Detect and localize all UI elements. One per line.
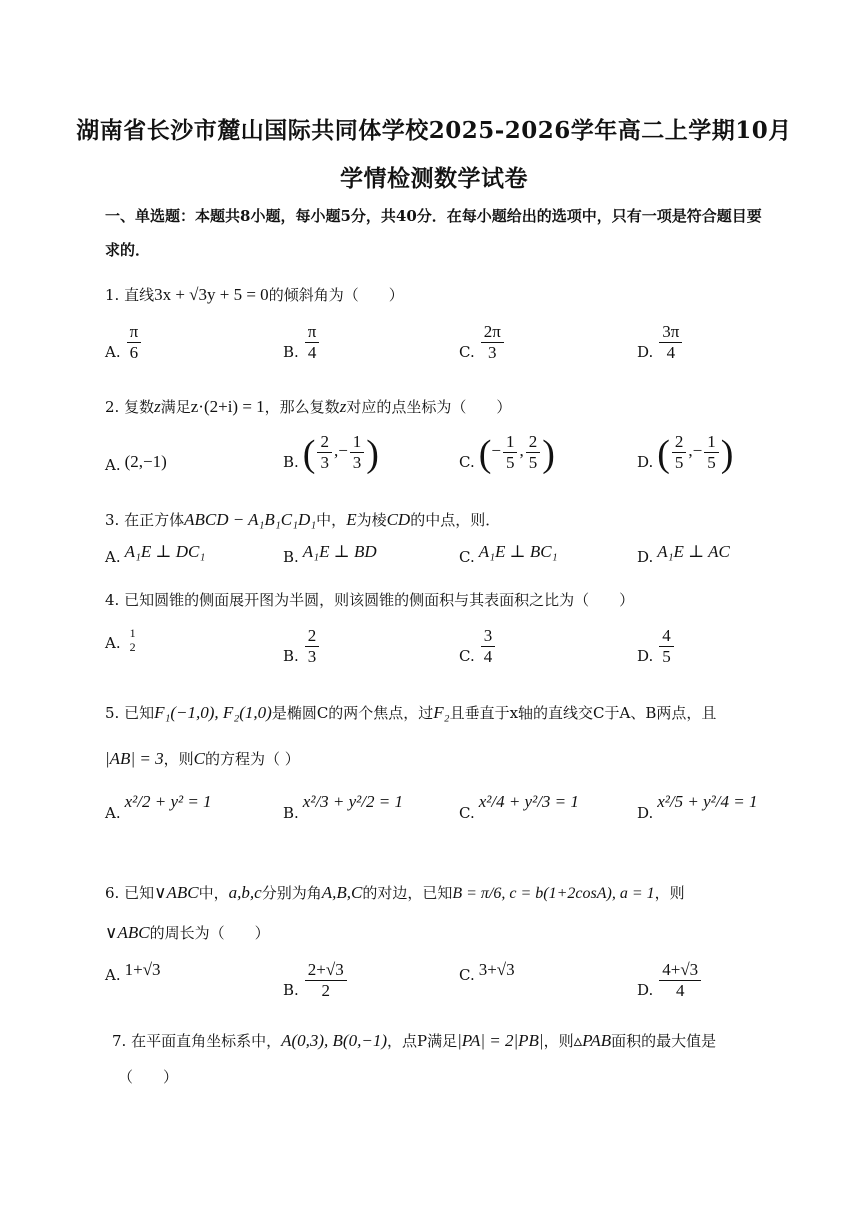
q4-d-den: 5 xyxy=(662,647,671,666)
q5-mid: 是椭圆C的两个焦点，过 xyxy=(271,704,434,722)
q6-option-b[interactable] xyxy=(283,960,349,1001)
question-6-line-1 xyxy=(105,882,770,903)
q1-option-a[interactable] xyxy=(105,322,143,363)
q4-option-a-label: A. xyxy=(105,634,121,652)
q4-option-c[interactable] xyxy=(459,626,497,667)
q2-c-pre: − xyxy=(491,441,501,460)
q6-post2: 的周长为（ ） xyxy=(149,924,270,942)
q7-math2: |PA| = 2|PB| xyxy=(457,1031,544,1050)
q2-d-n2: 1 xyxy=(704,432,719,453)
q1-b-den: 4 xyxy=(307,343,317,362)
q2-c-sep: , xyxy=(519,441,524,460)
q4-b-num: 2 xyxy=(305,626,320,647)
section-heading: 一、单选题：本题共8小题，每小题5分，共40分．在每小题给出的选项中，只有一项是符合题目要求的． xyxy=(105,207,762,259)
q6-a-text: 1+√3 xyxy=(124,960,161,979)
question-4: 4. 已知圆锥的侧面展开图为半圆，则该圆锥的侧面积与其表面积之比为（ ） xyxy=(105,591,635,609)
q2-d-n1: 2 xyxy=(672,432,687,453)
q7-post: 面积的最大值是 xyxy=(611,1032,717,1050)
q2-b-n1: 2 xyxy=(317,432,332,453)
q2-c-n1: 1 xyxy=(503,432,518,453)
q1-a-den: 6 xyxy=(129,343,139,362)
q1-a-num: π xyxy=(127,322,142,343)
q5-option-b[interactable] xyxy=(283,792,403,824)
q2-option-d-label: D. xyxy=(637,453,654,471)
q1-post: 的倾斜角为（ ） xyxy=(268,286,404,304)
q3-math: ABCD − A₁B₁C₁D₁ xyxy=(184,510,317,529)
q3-var: E xyxy=(346,510,357,529)
q5-mid2: ，则 xyxy=(163,750,194,768)
question-2 xyxy=(105,396,770,417)
q3-option-d-label: D. xyxy=(637,548,654,566)
q3-pre: 3. 在正方体 xyxy=(105,511,185,529)
q6-option-c-label: C. xyxy=(459,966,475,984)
title-line-1: 湖南省长沙市麓山国际共同体学校2025-2026学年高二上学期10月 xyxy=(76,117,792,144)
q5-post: 且垂直于x轴的直线交C于A、B两点，且 xyxy=(449,704,717,722)
q6-math4: B = π/6, c = b(1+2cosA), a = 1 xyxy=(452,885,655,902)
q6-math2: a,b,c xyxy=(228,883,262,902)
q1-option-a-label: A. xyxy=(105,343,121,361)
q4-b-den: 3 xyxy=(307,647,317,666)
question-5-line-2 xyxy=(105,748,770,769)
q2-pre: 2. 复数 xyxy=(105,398,155,416)
q2-c-d2: 5 xyxy=(528,453,538,472)
q7-math3: ▵PAB xyxy=(573,1031,612,1050)
q2-b-sep: ,− xyxy=(333,441,348,460)
q2-a-text: (2,−1) xyxy=(124,452,167,471)
q2-option-b-label: B. xyxy=(283,453,299,471)
q1-c-den: 3 xyxy=(488,343,497,362)
q3-c-text: A₁E ⊥ BC₁ xyxy=(478,542,558,561)
q5-option-c[interactable] xyxy=(459,792,579,824)
q5-option-d-label: D. xyxy=(637,804,654,822)
q5-pre: 5. 已知 xyxy=(105,704,155,722)
question-7-line-2: （ ） xyxy=(118,1068,179,1086)
q3-post: 的中点，则． xyxy=(410,511,501,529)
q2-option-b[interactable] xyxy=(283,432,379,473)
q6-pre: 6. 已知 xyxy=(105,884,155,902)
q4-a-num: 1 xyxy=(129,626,136,640)
q6-math5: ∨ABC xyxy=(105,923,150,942)
q2-d-lparen: ( xyxy=(657,433,670,475)
q7-pre: 7. 在平面直角坐标系中， xyxy=(112,1032,282,1050)
q2-b-lparen: ( xyxy=(302,433,316,475)
q2-b-d1: 3 xyxy=(320,453,329,472)
q1-option-d-label: D. xyxy=(637,343,654,361)
q6-d-num: 4+√3 xyxy=(659,960,701,981)
q5-option-d[interactable] xyxy=(637,792,757,824)
q6-d-den: 4 xyxy=(675,981,685,1000)
q4-option-d[interactable] xyxy=(637,626,676,667)
q4-c-num: 3 xyxy=(481,626,496,647)
q2-c-lparen: ( xyxy=(478,433,492,475)
q1-option-c-label: C. xyxy=(459,343,475,361)
q1-option-c[interactable] xyxy=(459,322,506,363)
q2-d-d2: 5 xyxy=(707,453,716,472)
title-line-2: 学情检测数学试卷 xyxy=(340,165,528,192)
q5-c-text: x²/4 + y²/3 = 1 xyxy=(478,792,579,811)
question-3 xyxy=(105,509,770,530)
q6-option-a-label: A. xyxy=(105,966,121,984)
q3-option-b[interactable] xyxy=(283,542,377,568)
q6-mid: 中， xyxy=(198,884,229,902)
q1-c-num: 2π xyxy=(481,322,504,343)
q2-d-rparen: ) xyxy=(720,433,734,475)
q1-d-num: 3π xyxy=(659,322,682,343)
q4-option-c-label: C. xyxy=(459,647,475,665)
q2-b-d2: 3 xyxy=(352,453,362,472)
q1-option-b-label: B. xyxy=(283,343,299,361)
q5-d-text: x²/5 + y²/4 = 1 xyxy=(657,792,758,811)
q5-post2: 的方程为（ ） xyxy=(204,750,300,768)
q6-mid3: 的对边，已知 xyxy=(362,884,453,902)
q2-mid2: ，那么复数 xyxy=(264,398,340,416)
q2-mid1: 满足 xyxy=(160,398,191,416)
q4-option-b[interactable] xyxy=(283,626,321,667)
question-5-line-1 xyxy=(105,702,770,723)
q1-option-b[interactable] xyxy=(283,322,321,363)
q5-a-text: x²/2 + y² = 1 xyxy=(124,792,212,811)
q4-a-den: 2 xyxy=(129,640,136,654)
q3-a-text: A₁E ⊥ DC₁ xyxy=(124,542,206,561)
q1-pre: 1. 直线 xyxy=(105,286,155,304)
q3-mid: 中， xyxy=(316,511,347,529)
q5-math2: |AB| = 3 xyxy=(105,749,164,768)
q4-option-b-label: B. xyxy=(283,647,299,665)
q6-option-a[interactable] xyxy=(105,960,161,986)
q2-option-c-label: C. xyxy=(459,453,475,471)
q6-math: ∨ABC xyxy=(154,883,199,902)
q2-var2: z xyxy=(339,397,347,416)
q6-option-d-label: D. xyxy=(637,981,654,999)
q5-option-a-label: A. xyxy=(105,804,121,822)
q3-var2: CD xyxy=(386,510,411,529)
q6-option-c[interactable] xyxy=(459,960,515,986)
q6-math3: A,B,C xyxy=(321,883,363,902)
q1-d-den: 4 xyxy=(666,343,676,362)
q5-var: F₂ xyxy=(433,703,450,722)
q5-option-b-label: B. xyxy=(283,804,299,822)
q6-c-text: 3+√3 xyxy=(478,960,515,979)
q3-d-text: A₁E ⊥ AC xyxy=(657,542,730,561)
q4-c-den: 4 xyxy=(483,647,493,666)
q2-option-d[interactable] xyxy=(637,432,733,473)
q6-b-den: 2 xyxy=(321,981,330,1000)
q3-option-b-label: B. xyxy=(283,548,299,566)
q6-b-num: 2+√3 xyxy=(305,960,347,981)
q2-math: z·(2+i) = 1 xyxy=(190,397,265,416)
q2-d-sep: ,− xyxy=(688,441,703,460)
q5-b-text: x²/3 + y²/2 = 1 xyxy=(302,792,403,811)
q2-b-n2: 1 xyxy=(350,432,365,453)
q3-mid2: 为棱 xyxy=(356,511,387,529)
q1-option-d[interactable] xyxy=(637,322,684,363)
question-6-line-2 xyxy=(105,922,770,943)
q6-post: ，则 xyxy=(654,884,685,902)
q5-option-a[interactable] xyxy=(105,792,212,824)
question-1 xyxy=(105,284,770,305)
q2-option-a[interactable] xyxy=(105,452,167,476)
q6-option-d[interactable] xyxy=(637,960,703,1001)
q7-math: A(0,3), B(0,−1) xyxy=(281,1031,387,1050)
q1-math: 3x + √3y + 5 = 0 xyxy=(154,285,269,304)
q3-option-a[interactable] xyxy=(105,542,205,568)
q7-mid: ，点P满足 xyxy=(386,1032,458,1050)
q5-math: F₁(−1,0), F₂(1,0) xyxy=(154,703,272,722)
q3-option-a-label: A. xyxy=(105,548,121,566)
q3-option-d[interactable] xyxy=(637,542,730,568)
q3-option-c[interactable] xyxy=(459,542,558,568)
q4-option-a[interactable] xyxy=(105,626,141,654)
q4-d-num: 4 xyxy=(659,626,674,647)
q2-c-n2: 2 xyxy=(526,432,541,453)
q2-option-c[interactable] xyxy=(459,432,555,473)
question-7-line-1 xyxy=(112,1030,777,1051)
q2-d-d1: 5 xyxy=(674,453,684,472)
q2-var: z xyxy=(154,397,161,416)
q2-b-rparen: ) xyxy=(366,433,379,475)
q3-option-c-label: C. xyxy=(459,548,475,566)
q2-post: 对应的点坐标为（ ） xyxy=(346,398,512,416)
q1-b-num: π xyxy=(305,322,320,343)
q4-option-d-label: D. xyxy=(637,647,654,665)
q6-mid2: 分别为角 xyxy=(261,884,322,902)
q6-option-b-label: B. xyxy=(283,981,299,999)
q3-b-text: A₁E ⊥ BD xyxy=(302,542,377,561)
q7-mid2: ，则 xyxy=(543,1032,574,1050)
q5-var2: C xyxy=(193,749,205,768)
q2-c-rparen: ) xyxy=(542,433,555,475)
q2-c-d1: 5 xyxy=(505,453,515,472)
q5-option-c-label: C. xyxy=(459,804,475,822)
q2-option-a-label: A. xyxy=(105,456,121,474)
